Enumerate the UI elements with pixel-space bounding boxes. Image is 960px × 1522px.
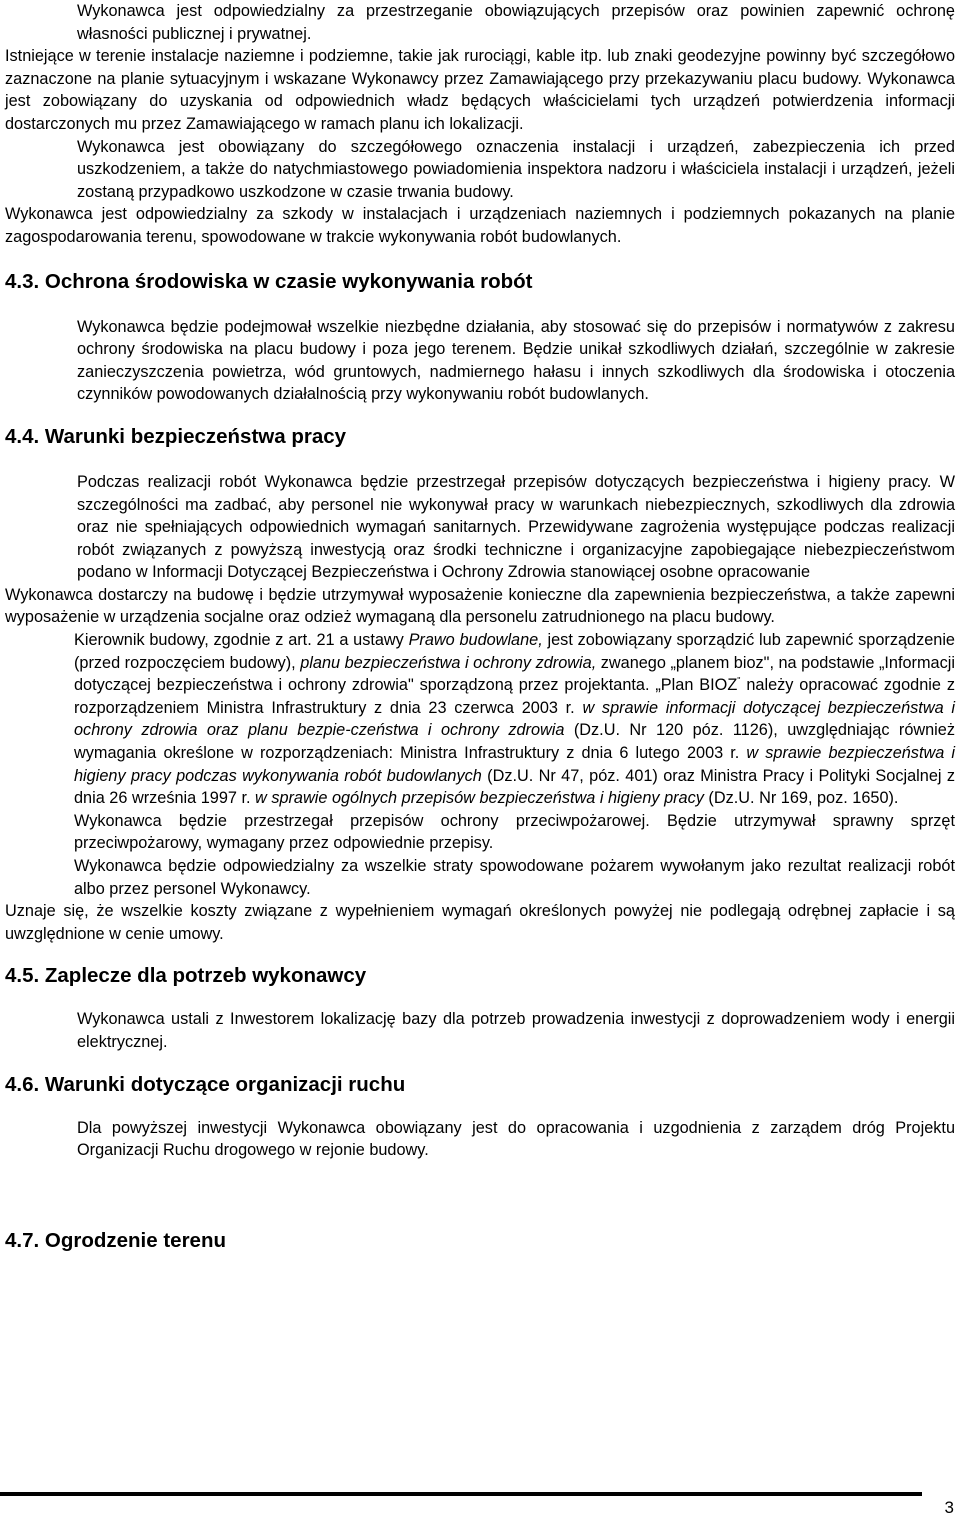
section-4-4 bbox=[5, 424, 955, 945]
paragraph-traffic-organization: Dla powyższej inwestycji Wykonawca obowiązany jest do opracowania i uzgodnienia z zarządem dróg Projektu Organizacji Ruchu drogowego w rejonie budowy. bbox=[77, 1118, 955, 1160]
paragraph-marking-installations: Wykonawca jest obowiązany do szczegółowego oznaczenia instalacji i urządzeń, zabezpieczenia ich przed uszkodzeniem, a także do natychmiastowego powiadomienia inspektora nadzoru i właściciela instalacji i urządzeń, jeżeli zostaną przypadkowo uszkodzone w czasie trwania budowy. bbox=[77, 137, 955, 201]
paragraph-safety-equipment: Wykonawca dostarczy na budowę i będzie utrzymywał wyposażenie konieczne dla zapewnienia bezpieczeństwa, a także zapewni wyposażenie w urządzenia socjalne oraz odzież wymaganą dla personelu zatrudnionego na placu budowy. bbox=[5, 585, 955, 627]
footer-divider bbox=[0, 1492, 922, 1496]
section-heading-4-3: 4.3. Ochrona środowiska w czasie wykonywania robót bbox=[5, 269, 533, 293]
section-heading-4-4: 4.4. Warunki bezpieczeństwa pracy bbox=[5, 424, 347, 448]
paragraph-bioz-plan: Kierownik budowy, zgodnie z art. 21 a ustawy Prawo budowlane, jest zobowiązany sporządzić lub zapewnić sporządzenie (przed rozpoczęciem budowy), planu bezpieczeństwa i ochrony zdrowia, zwanego „planem bioz", na podstawie „Informacji dotyczącej bezpieczeństwa i ochrony zdrowia" sporządzoną przez projektanta. „Plan BIOZ" należy opracować zgodnie z rozporządzeniem Ministra Infrastruktury z dnia 23 czerwca 2003 r. w sprawie informacji dotyczącej bezpieczeństwa i ochrony zdrowia oraz planu bezpie-czeństwa i ochrony zdrowia (Dz.U. Nr 120 póz. 1126), uwzględniając również wymagania określone w rozporządzeniach: Ministra Infrastruktury z dnia 6 lutego 2003 r. w sprawie bezpieczeństwa i higieny pracy podczas wykonywania robót budowlanych (Dz.U. Nr 47, póz. 401) oraz Ministra Pracy i Polityki Socjalnej z dnia 26 września 1997 r. w sprawie ogólnych przepisów bezpieczeństwa i higieny pracy (Dz.U. Nr 169, poz. 1650). bbox=[74, 631, 955, 808]
section-heading-4-5: 4.5. Zaplecze dla potrzeb wykonawcy bbox=[5, 964, 367, 988]
intro-section bbox=[5, 0, 955, 249]
page-number: 3 bbox=[944, 1498, 954, 1517]
section-4-3 bbox=[5, 269, 955, 406]
section-heading-4-7: 4.7. Ogrodzenie terenu bbox=[5, 1228, 226, 1252]
document-page bbox=[5, 0, 955, 1254]
paragraph-damage-liability: Wykonawca jest odpowiedzialny za szkody w instalacjach i urządzeniach naziemnych i podziemnych pokazanych na planie zagospodarowania terenu, spowodowane w trakcie wykonywania robót budowlanych. bbox=[5, 205, 955, 246]
paragraph-safety-rules: Podczas realizacji robót Wykonawca będzie przestrzegał przepisów dotyczących bezpieczeństwa i higieny pracy. W szczególności ma zadbać, aby personel nie wykonywał pracy w warunkach niebezpiecznych, szkodliwych dla zdrowia oraz nie spełniających odpowiednich wymagań sanitarnych. Przewidywane zagrożenia występujące podczas realizacji robót związanych z powyższą inwestycją oraz środki techniczne i organizacyjne zapobiegające niebezpieczeństwom podano w Informacji Dotyczącej Bezpieczeństwa i Ochrony Zdrowia stanowiącej osobne opracowanie bbox=[77, 472, 955, 582]
paragraph-fire-liability: Wykonawca będzie odpowiedzialny za wszelkie straty spowodowane pożarem wywołanym jako rezultat realizacji robót albo przez personel Wykonawcy. bbox=[74, 857, 955, 898]
section-4-6 bbox=[5, 1072, 955, 1162]
paragraph-fire-protection: Wykonawca będzie przestrzegał przepisów ochrony przeciwpożarowej. Będzie utrzymywał sprawny sprzęt przeciwpożarowy, wymagany przez odpowiednie przepisy. bbox=[74, 811, 955, 853]
paragraph-property-protection: Wykonawca jest odpowiedzialny za przestrzeganie obowiązujących przepisów oraz powinien zapewnić ochronę własności publicznej i prywatnej. bbox=[77, 2, 955, 43]
section-heading-4-6: 4.6. Warunki dotyczące organizacji ruchu bbox=[5, 1072, 406, 1096]
paragraph-environment: Wykonawca będzie podejmował wszelkie niezbędne działania, aby stosować się do przepisów i normatywów z zakresu ochrony środowiska na placu budowy i poza jego terenem. Będzie unikał szkodliwych działań, szczególnie w zakresie zanieczyszczenia powietrza, wód gruntowych, nadmiernego hałasu i innych szkodliwych dla środowiska i otoczenia czynników powodowanych działalnością przy wykonywaniu robót budowlanych. bbox=[77, 317, 955, 404]
section-4-5 bbox=[5, 963, 955, 1053]
section-4-7 bbox=[5, 1228, 955, 1254]
paragraph-costs: Uznaje się, że wszelkie koszty związane z wypełnieniem wymagań określonych powyżej nie podlegają odrębnej zapłacie i są uwzględnione w cenie umowy. bbox=[5, 902, 955, 943]
paragraph-site-base: Wykonawca ustali z Inwestorem lokalizację bazy dla potrzeb prowadzenia inwestycji z doprowadzeniem wody i energii elektrycznej. bbox=[77, 1010, 955, 1051]
paragraph-existing-installations: Istniejące w terenie instalacje naziemne i podziemne, takie jak rurociągi, kable itp. lub znaki geodezyjne powinny być szczegółowo zaznaczone na planie sytuacyjnym i wskazane Wykonawcy przez Zamawiającego przy przekazywaniu placu budowy. Wykonawca jest zobowiązany do uzyskania od odpowiednich władz będących właścicielami tych urządzeń potwierdzenia informacji dostarczonych mu przez Zamawiającego w ramach planu ich lokalizacji. bbox=[5, 47, 955, 133]
